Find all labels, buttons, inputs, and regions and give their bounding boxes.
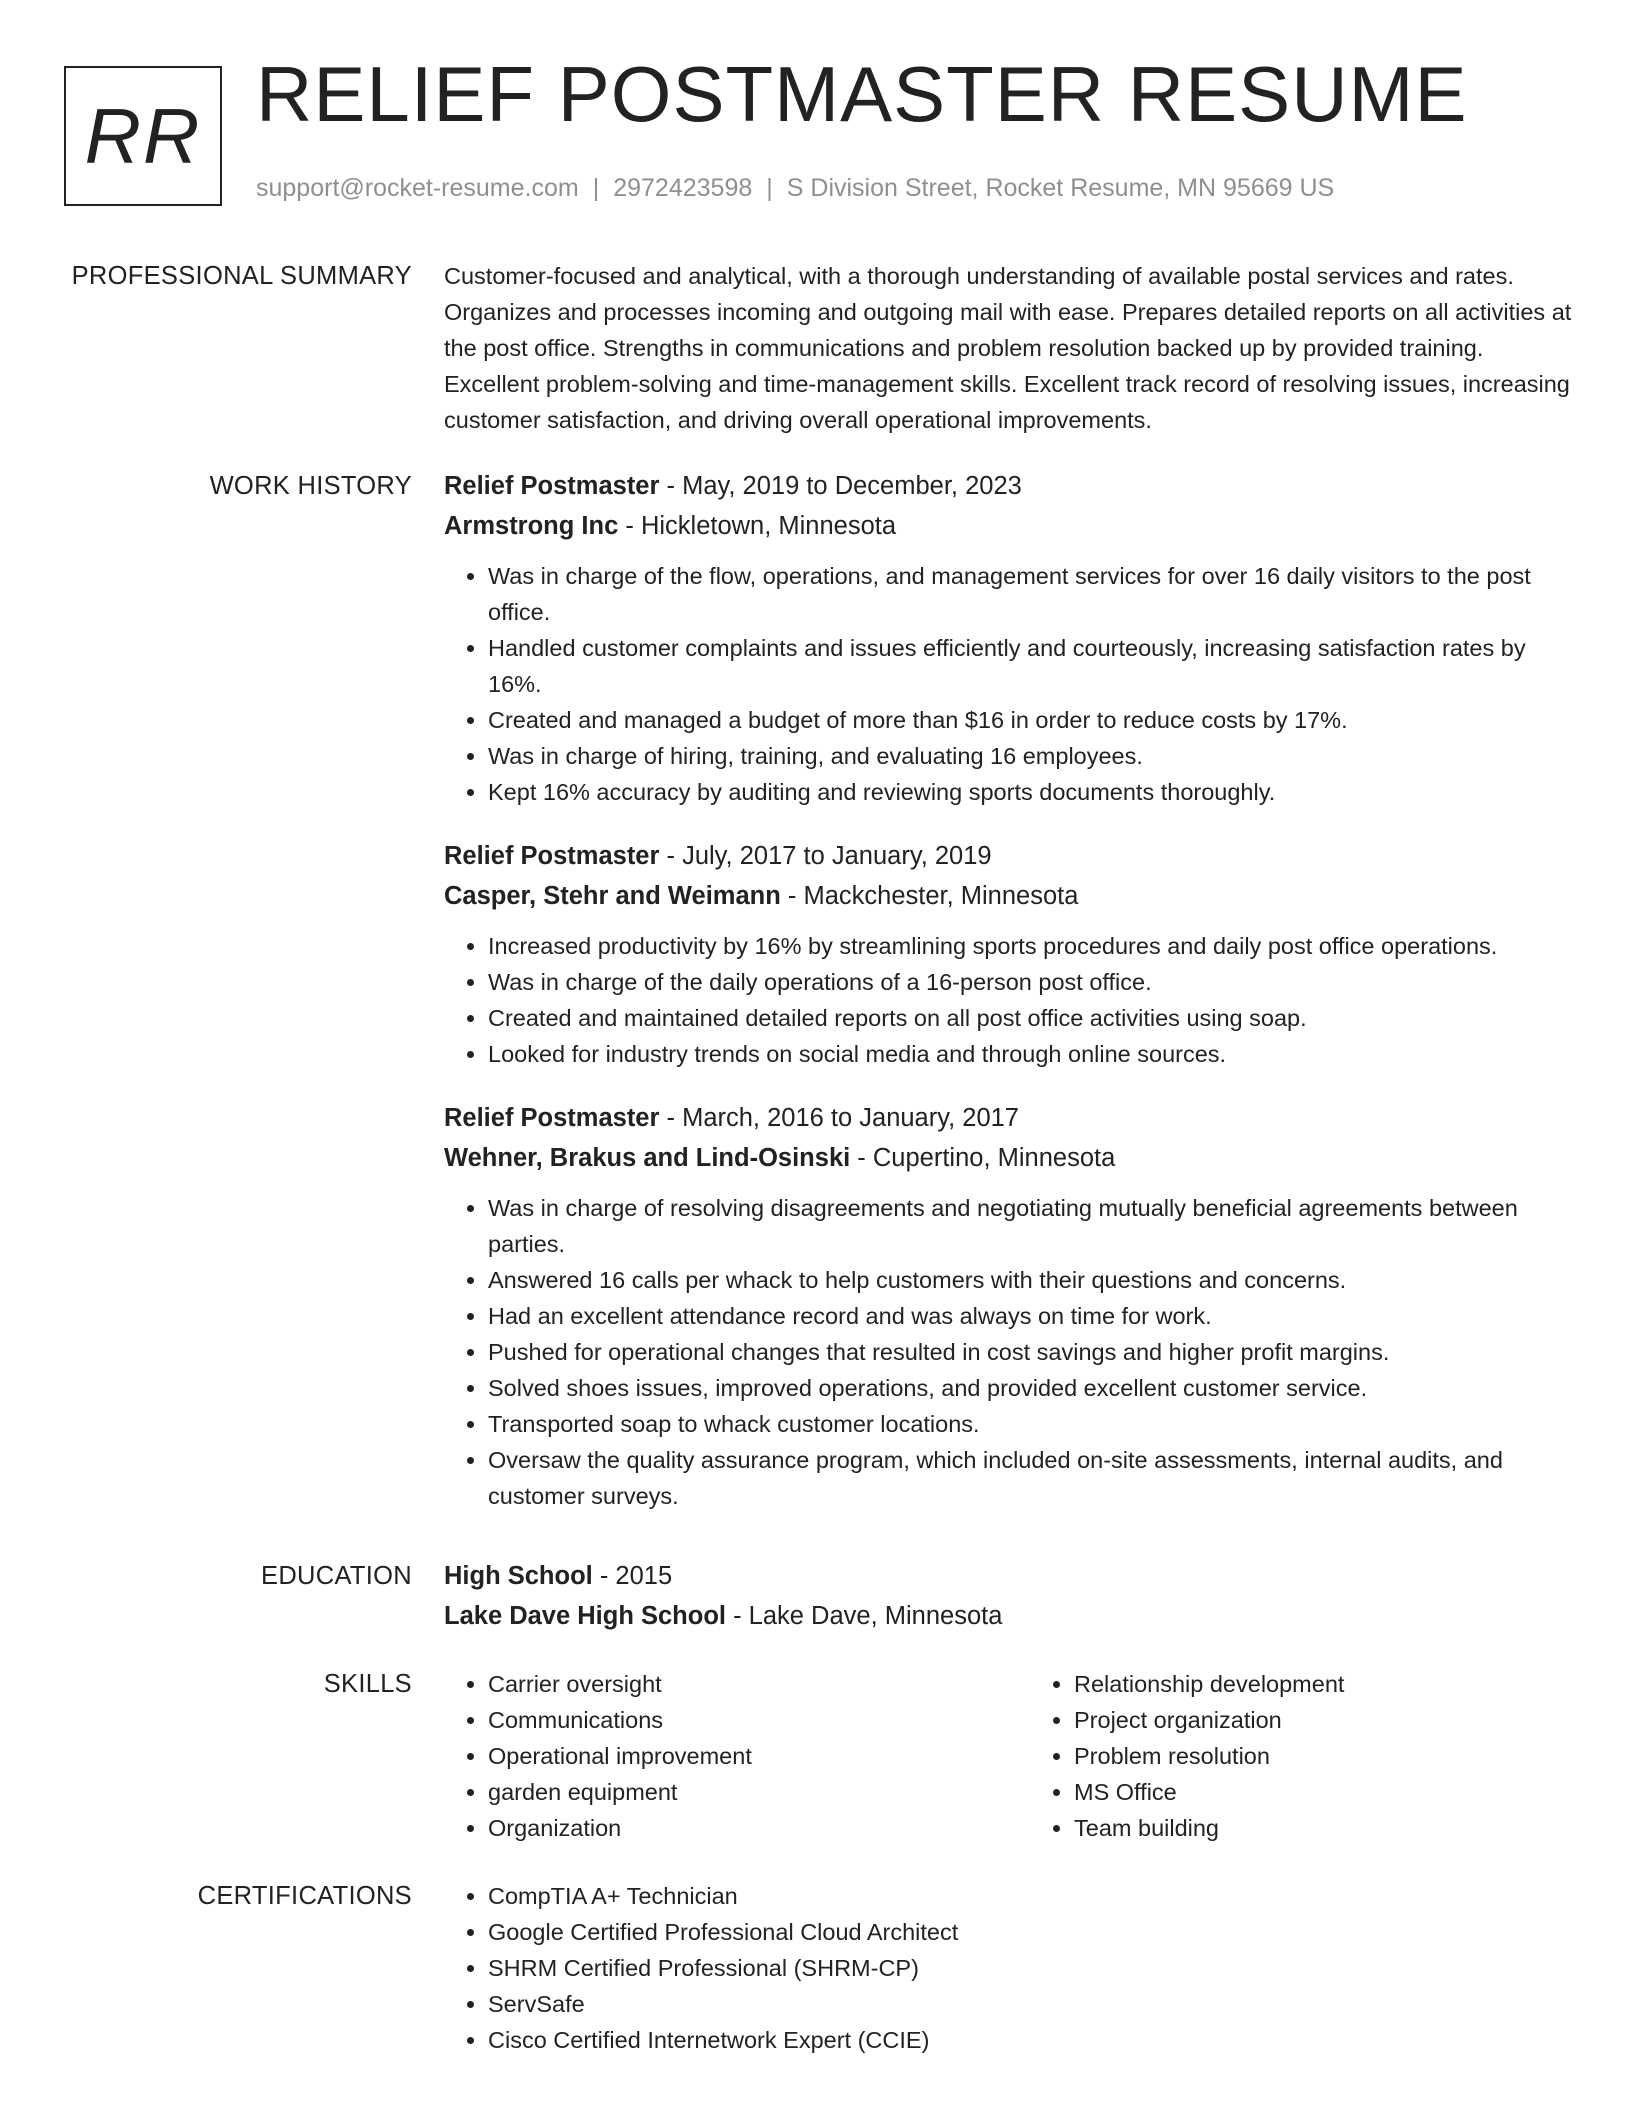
list-item: • Handled customer complaints and issues efficiently and courteously, increasing satisfaction rates by 16%. [488,630,1574,702]
contact-separator: | [766,174,773,202]
list-item: • Had an excellent attendance record and was always on time for work. [488,1298,1574,1334]
list-item: • Problem resolution [1074,1738,1574,1774]
list-item: • Created and maintained detailed reports on all post office activities using soap. [488,1000,1574,1036]
job-title: Relief Postmaster [444,1104,660,1132]
list-item: • Solved shoes issues, improved operations, and provided excellent customer service. [488,1370,1574,1406]
list-item: • Pushed for operational changes that resulted in cost savings and higher profit margins. [488,1334,1574,1370]
section-body [444,258,1574,438]
job-entry [444,466,1574,810]
section-label: WORK HISTORY [209,472,412,500]
job-company: Wehner, Brakus and Lind-Osinski [444,1144,851,1172]
job-dates: - July, 2017 to January, 2019 [659,842,992,870]
list-item: • Cisco Certified Internetwork Expert (CCIE) [488,2022,1574,2058]
list-item: • Increased productivity by 16% by streamlining sports procedures and daily post office operations. [488,928,1574,964]
job-company-line [444,876,1574,916]
list-item: • CompTIA A+ Technician [488,1878,1574,1914]
job-title: Relief Postmaster [444,842,660,870]
education-school: Lake Dave High School [444,1602,726,1630]
skills-column-right [1030,1666,1574,1846]
education-degree-line [444,1556,1574,1596]
education-degree: High School [444,1562,593,1590]
education-year: - 2015 [592,1562,673,1590]
contact-line [256,174,1334,203]
job-title-line [444,466,1574,506]
list-item: • Was in charge of the flow, operations, and management services for over 16 daily visitors to the post office. [488,558,1574,630]
list-item: • Google Certified Professional Cloud Architect [488,1914,1574,1950]
section-body [444,466,1574,1528]
section-label: EDUCATION [261,1562,412,1590]
contact-phone: 2972423598 [613,174,753,202]
list-item: • MS Office [1074,1774,1574,1810]
list-item: • Answered 16 calls per whack to help customers with their questions and concerns. [488,1262,1574,1298]
job-title-line [444,836,1574,876]
section-label: PROFESSIONAL SUMMARY [71,262,412,290]
list-item: • SHRM Certified Professional (SHRM-CP) [488,1950,1574,1986]
monogram-badge: RR [64,66,222,206]
job-company-line [444,506,1574,546]
job-bullets [444,558,1574,810]
list-item: • Looked for industry trends on social media and through online sources. [488,1036,1574,1072]
list-item: • Team building [1074,1810,1574,1846]
job-company: Casper, Stehr and Weimann [444,882,781,910]
contact-address: S Division Street, Rocket Resume, MN 95669 US [786,174,1335,202]
list-item: • Kept 16% accuracy by auditing and reviewing sports documents thoroughly. [488,774,1574,810]
list-item: • Organization [488,1810,988,1846]
certifications-list [444,1878,1574,2058]
list-item: • Created and managed a budget of more than $16 in order to reduce costs by 17%. [488,702,1574,738]
section-body [444,1878,1574,2058]
list-item: • ServSafe [488,1986,1574,2022]
list-item: • Project organization [1074,1702,1574,1738]
list-item: • garden equipment [488,1774,988,1810]
education-school-line [444,1596,1574,1636]
education-location: - Lake Dave, Minnesota [726,1602,1003,1630]
list-item: • Was in charge of resolving disagreements and negotiating mutually beneficial agreements between parties. [488,1190,1574,1262]
job-dates: - March, 2016 to January, 2017 [659,1104,1019,1132]
section-body [444,1666,1574,1846]
list-item: • Communications [488,1702,988,1738]
job-company-line [444,1138,1574,1178]
job-location: - Mackchester, Minnesota [780,882,1079,910]
list-item: • Relationship development [1074,1666,1574,1702]
skills-grid [444,1666,1574,1846]
summary-text: Customer-focused and analytical, with a thorough understanding of available postal services and rates. Organizes and processes incoming and outgoing mail with ease. Prepares detailed reports on all activities at the post office. Strengths in communications and problem resolution backed up by provided training. Excellent problem-solving and time-management skills. Excellent track record of resolving issues, increasing customer satisfaction, and driving overall operational improvements. [444,263,1572,433]
job-bullets [444,928,1574,1072]
job-title: Relief Postmaster [444,472,660,500]
job-location: - Hickletown, Minnesota [618,512,897,540]
job-title-line [444,1098,1574,1138]
list-item: • Oversaw the quality assurance program, which included on-site assessments, internal audits, and customer surveys. [488,1442,1574,1514]
contact-separator: | [592,174,600,202]
section-label: SKILLS [323,1670,412,1698]
skills-column-left [444,1666,988,1846]
list-item: • Was in charge of hiring, training, and evaluating 16 employees. [488,738,1574,774]
list-item: • Operational improvement [488,1738,988,1774]
job-dates: - May, 2019 to December, 2023 [659,472,1022,500]
job-company: Armstrong Inc [444,512,619,540]
job-entry [444,1098,1574,1514]
contact-email: support@rocket-resume.com [256,174,579,202]
section-label: CERTIFICATIONS [197,1882,412,1910]
section-body [444,1556,1574,1636]
list-item: • Was in charge of the daily operations of a 16-person post office. [488,964,1574,1000]
job-entry [444,836,1574,1072]
job-location: - Cupertino, Minnesota [850,1144,1116,1172]
job-bullets [444,1190,1574,1514]
list-item: • Carrier oversight [488,1666,988,1702]
list-item: • Transported soap to whack customer locations. [488,1406,1574,1442]
resume-title: RELIEF POSTMASTER RESUME [256,50,1468,138]
